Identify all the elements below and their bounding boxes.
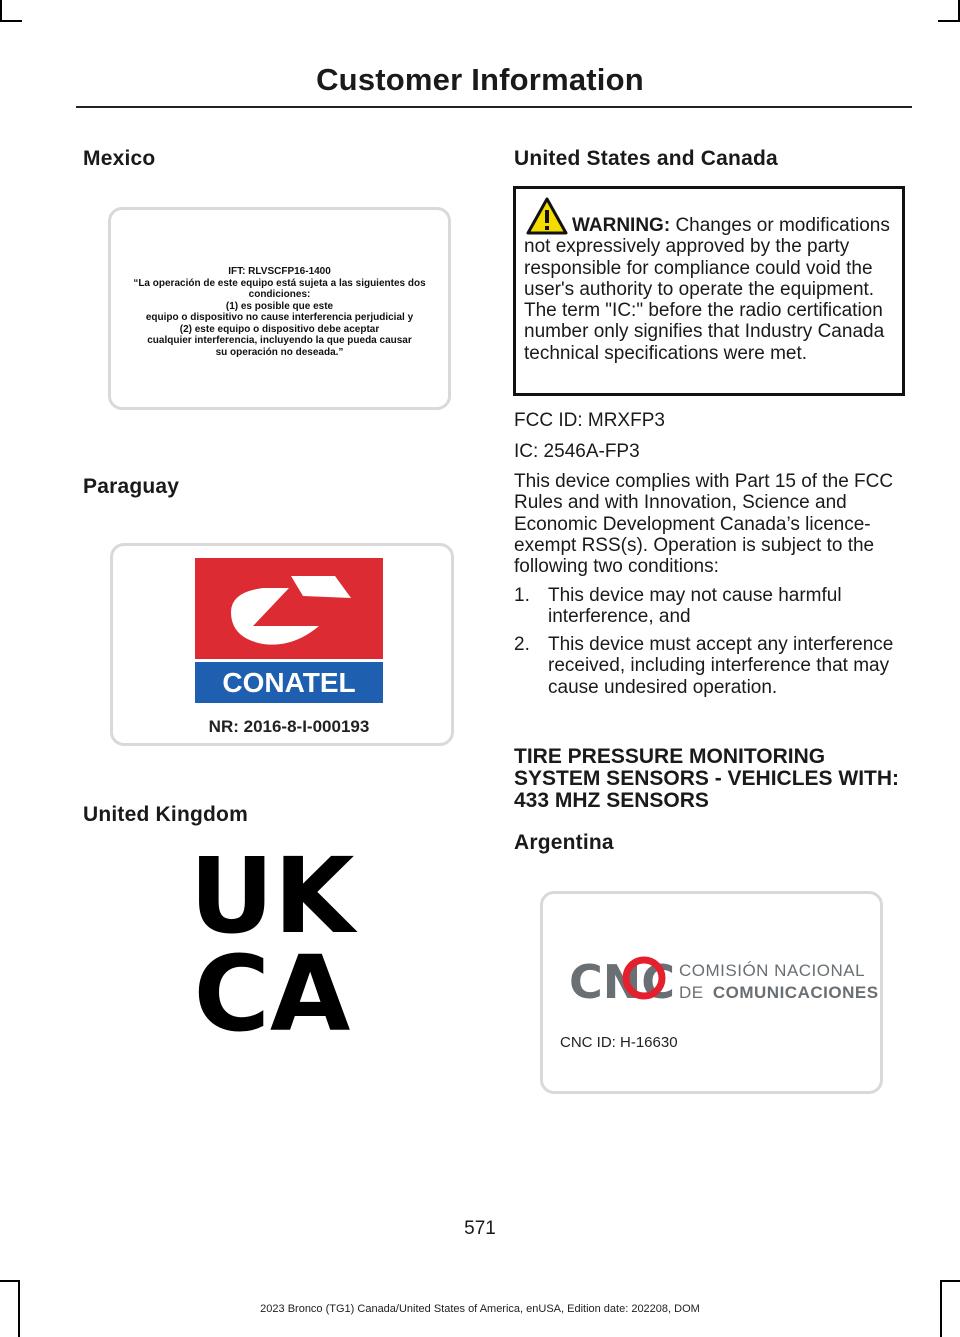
crop-mark [0, 1280, 20, 1282]
condition-number: 2. [514, 634, 530, 655]
warning-triangle-icon [526, 197, 568, 235]
fcc-id: FCC ID: MRXFP3 [514, 410, 665, 431]
mexico-label-text [111, 266, 448, 358]
header-divider [76, 106, 912, 108]
ukca-mark [180, 840, 380, 1040]
label-line: su operación no deseada.” [215, 346, 344, 358]
label-line: (1) es posible que este [225, 300, 334, 312]
heading-us-canada: United States and Canada [514, 147, 778, 170]
condition-text: This device must accept any interference received, including interference that may cause undesired operation. [548, 634, 894, 698]
paraguay-label-card [110, 543, 454, 746]
ic-number: IC: 2546A-FP3 [514, 441, 640, 462]
warning-text: Changes or modifications not expressively approved by the party responsible for compliance could void the user's authority to operate the equipment. The term "IC:" before the radio certification number only signifies that Industry Canada technical specifications were met. [524, 215, 890, 364]
crop-mark [938, 20, 960, 22]
warning-box [513, 186, 905, 396]
label-line: equipo o dispositivo no cause interferencia perjudicial y [145, 312, 414, 323]
heading-united-kingdom: United Kingdom [83, 803, 248, 826]
label-line: cualquier interferencia, incluyendo la que pueda causar [147, 335, 412, 346]
agency-name-line1: COMISIÓN NACIONAL [679, 961, 866, 980]
edition-line: 2023 Bronco (TG1) Canada/United States of America, enUSA, Edition date: 202208, DOM [260, 1303, 700, 1315]
condition-number: 1. [514, 585, 530, 606]
argentina-label-card [540, 891, 883, 1094]
conatel-logo [113, 546, 451, 743]
page-title: Customer Information [316, 62, 644, 97]
heading-paraguay: Paraguay [83, 475, 180, 498]
ukca-top-letters: UK [189, 840, 355, 957]
crop-mark [0, 0, 2, 22]
conatel-logo-text: CONATEL [222, 667, 356, 698]
cnc-logo [543, 894, 880, 1091]
svg-text:DE COMUNICACIONES [679, 983, 879, 1002]
ukca-bottom-letters: CA [193, 933, 351, 1040]
label-line: IFT: RLVSCFP16-1400 [228, 266, 331, 277]
mexico-label-card [108, 207, 451, 410]
agency-name-bold: COMUNICACIONES [712, 983, 879, 1002]
compliance-statement: This device complies with Part 15 of the FCC Rules and with Innovation, Science and Economic Development Canada’s licence-exempt RSS(s). Operation is subject to the following two conditions: [514, 471, 894, 578]
cnc-letters: CNC [569, 955, 676, 1009]
crop-mark [0, 20, 22, 22]
conatel-registration: NR: 2016-8-I-000193 [208, 717, 370, 736]
label-line: (2) este equipo o dispositivo debe aceptar [179, 323, 380, 335]
page-number: 571 [464, 1218, 496, 1239]
warning-label: WARNING: [572, 215, 671, 236]
cnc-id: CNC ID: H-16630 [560, 1034, 678, 1051]
condition-text: This device may not cause harmful interference, and [548, 585, 842, 628]
heading-mexico: Mexico [83, 147, 156, 170]
heading-argentina: Argentina [514, 831, 614, 854]
heading-tpms: TIRE PRESSURE MONITORING SYSTEM SENSORS - VEHICLES WITH: 433 MHZ SENSORS [514, 745, 900, 812]
crop-mark [940, 1280, 960, 1282]
conatel-red-block [195, 558, 383, 676]
label-line: “La operación de este equipo está sujeta a las siguientes dos condiciones: [133, 277, 426, 300]
agency-name-prefix: DE [679, 983, 704, 1002]
